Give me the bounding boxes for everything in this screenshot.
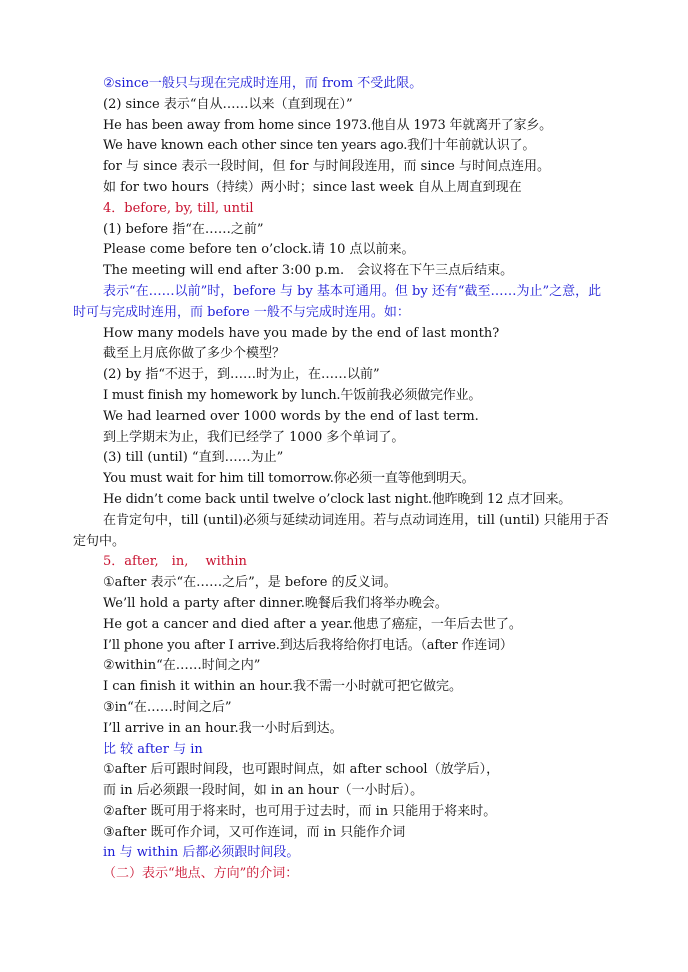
example-sentence: Please come before ten o’clock.请 10 点以前来。 <box>103 242 415 258</box>
example-sentence: We’ll hold a party after dinner.晚餐后我们将举办晚会。 <box>103 595 448 611</box>
compare-point: ①after 后可跟时间段，也可跟时间点，如 after school（放学后）， <box>103 762 500 778</box>
explanation-text: for 与 since 表示一段时间，但 for 与时间段连用，而 since 与时间点连用。 <box>103 159 550 175</box>
section-heading-place: （二）表示“地点、方向”的介词： <box>103 866 299 882</box>
by-heading: (2) by 指“不迟于，到……时为止，在……以前” <box>103 367 380 383</box>
example-sentence: I must finish my homework by lunch.午饭前我必须做完作业。 <box>103 387 482 403</box>
compare-point: 而 in 后必须跟一段时间，如 in an hour（一小时后）。 <box>103 783 424 799</box>
in-heading: ③in“在……时间之后” <box>103 699 232 715</box>
example-sentence: We had learned over 1000 words by the end of last term. <box>103 408 479 424</box>
within-heading: ②within“在……时间之内” <box>103 658 261 674</box>
example-sentence: I’ll phone you after I arrive.到达后我将给你打电话。（after 作连词） <box>103 637 513 653</box>
example-sentence: I can finish it within an hour.我不需一小时就可把它做完。 <box>103 679 462 695</box>
till-heading: (3) till (until) “直到……为止” <box>103 450 284 466</box>
example-sentence: You must wait for him till tomorrow.你必须一直等他到明天。 <box>103 471 475 487</box>
explanation-text: 如 for two hours（持续）两小时；since last week 自从上周直到现在 <box>103 179 522 195</box>
example-sentence: I’ll arrive in an hour.我一小时后到达。 <box>103 720 343 736</box>
example-sentence: We have known each other since ten years ago.我们十年前就认识了。 <box>103 138 536 154</box>
compare-point: ③after 既可作介词，又可作连词，而 in 只能作介词 <box>103 824 406 840</box>
section-heading-4: 4．before, by, till, until <box>103 200 254 216</box>
note-before-by: 表示“在……以前”时，before 与 by 基本可通用。但 by 还有“截至……为止”之意，此时可与完成时连用，而 before 一般不与完成时连用。如： <box>73 283 602 320</box>
example-sentence: He didn’t come back until twelve o’clock last night.他昨晚到 12 点才回来。 <box>103 491 572 507</box>
explanation-text: 在肯定句中，till (until)必须与延续动词连用。若与点动词连用，till (until) 只能用于否定句中。 <box>73 512 609 549</box>
example-sentence: The meeting will end after 3:00 p.m. 会议将在下午三点后结束。 <box>103 263 514 279</box>
before-heading: (1) before 指“在……之前” <box>103 221 264 237</box>
example-sentence: He has been away from home since 1973.他自从 1973 年就离开了家乡。 <box>103 117 552 133</box>
example-translation: 到上学期末为止，我们已经学了 1000 多个单词了。 <box>103 429 405 445</box>
note-in-within: in 与 within 后都必须跟时间段。 <box>103 845 300 861</box>
compare-heading: 比 较 after 与 in <box>103 741 203 757</box>
since-heading: (2) since 表示“自从……以来（直到现在）” <box>103 96 353 112</box>
example-sentence: He got a cancer and died after a year.他患了癌症，一年后去世了。 <box>103 616 522 632</box>
after-heading: ①after 表示“在……之后”，是 before 的反义词。 <box>103 575 397 591</box>
example-translation: 截至上月底你做了多少个模型？ <box>103 346 286 362</box>
example-sentence: How many models have you made by the end of last month? <box>103 325 500 341</box>
section-heading-5: 5．after, in, within <box>103 554 247 570</box>
compare-point: ②after 既可用于将来时，也可用于过去时，而 in 只能用于将来时。 <box>103 803 497 819</box>
note-since-usage: ②since一般只与现在完成时连用，而 from 不受此限。 <box>103 76 423 91</box>
